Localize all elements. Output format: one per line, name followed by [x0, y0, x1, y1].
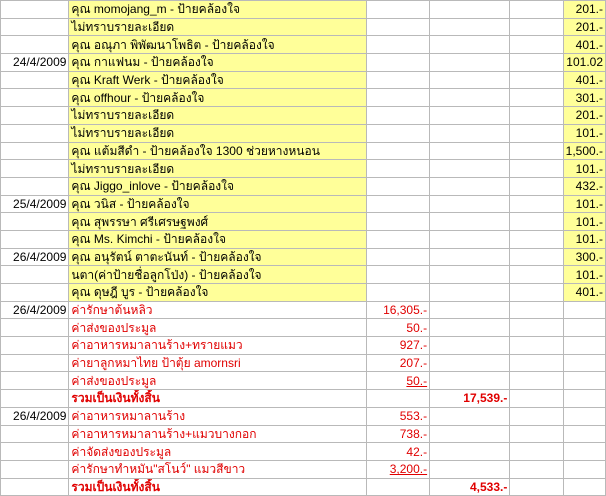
expense-amount-cell[interactable]: [366, 425, 429, 443]
amount-cell[interactable]: 1,500.-: [563, 142, 605, 160]
empty-cell[interactable]: [366, 107, 429, 125]
empty-cell[interactable]: [510, 425, 563, 443]
empty-cell[interactable]: [510, 284, 563, 302]
table-row: [1, 230, 606, 248]
empty-cell[interactable]: [563, 407, 605, 425]
date-cell[interactable]: [1, 319, 69, 337]
date-cell[interactable]: [1, 124, 69, 142]
expense-desc-cell[interactable]: ค่าส่งของประมูล: [69, 319, 367, 337]
expense-amount: 927.-: [399, 338, 428, 353]
table-row: [1, 284, 606, 302]
empty-cell[interactable]: [430, 124, 510, 142]
empty-cell[interactable]: [430, 160, 510, 178]
empty-cell[interactable]: [366, 142, 429, 160]
table-row: [1, 248, 606, 266]
empty-cell[interactable]: [510, 36, 563, 54]
empty-cell[interactable]: [366, 89, 429, 107]
empty-cell[interactable]: [510, 160, 563, 178]
empty-cell[interactable]: [510, 124, 563, 142]
table-row: [1, 89, 606, 107]
empty-cell[interactable]: [430, 248, 510, 266]
expense-amount: 3,200.-: [389, 462, 428, 477]
table-row: [1, 71, 606, 89]
empty-cell[interactable]: [510, 337, 563, 355]
date-cell[interactable]: [1, 160, 69, 178]
empty-cell[interactable]: [510, 301, 563, 319]
amount-cell[interactable]: 201.-: [563, 18, 605, 36]
expense-amount-cell[interactable]: [366, 319, 429, 337]
desc-cell[interactable]: คุณ Jiggo_inlove - ป้ายคล้องใจ: [69, 177, 367, 195]
amount-cell[interactable]: 101.-: [563, 195, 605, 213]
expense-amount-cell[interactable]: [366, 460, 429, 478]
table-row: [1, 142, 606, 160]
desc-cell[interactable]: คุณ momojang_m - ป้ายคล้องใจ: [69, 1, 367, 19]
empty-cell[interactable]: [430, 71, 510, 89]
amount-cell[interactable]: 301.-: [563, 89, 605, 107]
empty-cell[interactable]: [366, 284, 429, 302]
amount-cell[interactable]: 432.-: [563, 177, 605, 195]
empty-cell[interactable]: [366, 266, 429, 284]
amount-cell[interactable]: 101.-: [563, 213, 605, 231]
table-row: [1, 460, 606, 478]
empty-cell[interactable]: [1, 390, 69, 408]
total-label-cell[interactable]: รวมเป็นเงินทั้งสิ้น: [69, 478, 367, 496]
empty-cell[interactable]: [510, 354, 563, 372]
empty-cell[interactable]: [510, 71, 563, 89]
table-row: [1, 213, 606, 231]
expense-amount-cell[interactable]: [366, 443, 429, 461]
amount-cell[interactable]: 101.-: [563, 124, 605, 142]
expense-amount-cell[interactable]: [366, 407, 429, 425]
empty-cell[interactable]: [510, 372, 563, 390]
empty-cell[interactable]: [430, 89, 510, 107]
expense-amount-cell[interactable]: [366, 337, 429, 355]
empty-cell[interactable]: [510, 266, 563, 284]
empty-cell[interactable]: [510, 213, 563, 231]
desc-cell[interactable]: คุณ อณุภา พิพัฒนาโพธิต - ป้ายคล้องใจ: [69, 36, 367, 54]
table-row: [1, 107, 606, 125]
empty-cell[interactable]: [430, 36, 510, 54]
amount-cell[interactable]: 401.-: [563, 71, 605, 89]
empty-cell[interactable]: [430, 107, 510, 125]
table-row: [1, 36, 606, 54]
empty-cell[interactable]: [510, 390, 563, 408]
date-cell[interactable]: 24/4/2009: [1, 54, 69, 72]
empty-cell[interactable]: [563, 443, 605, 461]
amount-cell[interactable]: 401.-: [563, 36, 605, 54]
date-cell[interactable]: [1, 425, 69, 443]
desc-cell[interactable]: ไม่ทราบรายละเอียด: [69, 18, 367, 36]
empty-cell[interactable]: [510, 443, 563, 461]
empty-cell[interactable]: [430, 425, 510, 443]
date-cell[interactable]: [1, 266, 69, 284]
empty-cell[interactable]: [430, 337, 510, 355]
empty-cell[interactable]: [366, 54, 429, 72]
empty-cell[interactable]: [510, 107, 563, 125]
empty-cell[interactable]: [366, 160, 429, 178]
empty-cell[interactable]: [366, 71, 429, 89]
expense-amount-cell[interactable]: [366, 372, 429, 390]
empty-cell[interactable]: [430, 354, 510, 372]
date-cell[interactable]: [1, 213, 69, 231]
expense-amount: 50.-: [406, 373, 428, 388]
expense-amount-cell[interactable]: [366, 301, 429, 319]
expense-desc-cell[interactable]: ค่าอาหารหมาลานร้าง+ทรายแมว: [69, 337, 367, 355]
amount-cell[interactable]: 201.-: [563, 1, 605, 19]
empty-cell[interactable]: [430, 230, 510, 248]
table-row: [1, 407, 606, 425]
expense-amount: 42.-: [406, 444, 428, 459]
date-cell[interactable]: [1, 443, 69, 461]
amount-cell[interactable]: 101.-: [563, 266, 605, 284]
empty-cell[interactable]: [510, 1, 563, 19]
date-cell[interactable]: 26/4/2009: [1, 407, 69, 425]
date-cell[interactable]: 26/4/2009: [1, 301, 69, 319]
empty-cell[interactable]: [366, 248, 429, 266]
empty-cell[interactable]: [430, 443, 510, 461]
desc-cell[interactable]: ไม่ทราบรายละเอียด: [69, 107, 367, 125]
desc-cell[interactable]: คุณ วนิส - ป้ายคล้องใจ: [69, 195, 367, 213]
empty-cell[interactable]: [366, 213, 429, 231]
empty-cell[interactable]: [366, 177, 429, 195]
date-cell[interactable]: [1, 372, 69, 390]
empty-cell[interactable]: [366, 230, 429, 248]
date-cell[interactable]: 25/4/2009: [1, 195, 69, 213]
desc-cell[interactable]: คุณ กาแฟนม - ป้ายคล้องใจ: [69, 54, 367, 72]
expense-desc-cell[interactable]: ค่ารักษาต้นหลิว: [69, 301, 367, 319]
table-row: [1, 443, 606, 461]
date-cell[interactable]: [1, 460, 69, 478]
empty-cell[interactable]: [563, 425, 605, 443]
total-row: [1, 390, 606, 408]
date-cell[interactable]: 26/4/2009: [1, 248, 69, 266]
empty-cell[interactable]: [563, 460, 605, 478]
amount-cell[interactable]: 101.-: [563, 230, 605, 248]
date-cell[interactable]: [1, 18, 69, 36]
expense-desc-cell[interactable]: ค่าจัดส่งของประมูล: [69, 443, 367, 461]
expense-desc-cell[interactable]: ค่าอาหารหมาลานร้าง+แมวบางกอก: [69, 425, 367, 443]
date-cell[interactable]: [1, 337, 69, 355]
table-row: [1, 54, 606, 72]
amount-cell[interactable]: 401.-: [563, 284, 605, 302]
empty-cell[interactable]: [563, 390, 605, 408]
expense-desc-cell[interactable]: ค่ารักษาทำหมัน"สโนว์" แมวสีขาว: [69, 460, 367, 478]
date-cell[interactable]: [1, 354, 69, 372]
table-row: [1, 372, 606, 390]
desc-cell[interactable]: คุณ ดุษฎี บูร - ป้ายคล้องใจ: [69, 284, 367, 302]
table-row: [1, 354, 606, 372]
empty-cell[interactable]: [510, 407, 563, 425]
expense-amount: 50.-: [406, 320, 428, 335]
total-label-cell[interactable]: รวมเป็นเงินทั้งสิ้น: [69, 390, 367, 408]
desc-cell[interactable]: ไม่ทราบรายละเอียด: [69, 124, 367, 142]
date-cell[interactable]: [1, 177, 69, 195]
expense-amount: 207.-: [399, 356, 428, 371]
empty-cell[interactable]: [510, 177, 563, 195]
empty-cell[interactable]: [430, 142, 510, 160]
table-row: [1, 425, 606, 443]
date-cell[interactable]: [1, 230, 69, 248]
expense-desc-cell[interactable]: ค่าส่งของประมูล: [69, 372, 367, 390]
total-amount-cell[interactable]: 17,539.-: [430, 390, 510, 408]
empty-cell[interactable]: [563, 319, 605, 337]
table-row: [1, 1, 606, 19]
empty-cell[interactable]: [366, 1, 429, 19]
date-cell[interactable]: [1, 36, 69, 54]
desc-cell[interactable]: คุณ offhour - ป้ายคล้องใจ: [69, 89, 367, 107]
date-cell[interactable]: [1, 71, 69, 89]
table-row: [1, 266, 606, 284]
empty-cell[interactable]: [366, 18, 429, 36]
amount-cell[interactable]: 101.-: [563, 160, 605, 178]
desc-cell[interactable]: คุณ Kraft Werk - ป้ายคล้องใจ: [69, 71, 367, 89]
empty-cell[interactable]: [430, 460, 510, 478]
expense-desc-cell[interactable]: ค่ายาลูกหมาไทย ป้าตุ้ย amornsri: [69, 354, 367, 372]
empty-cell[interactable]: [510, 89, 563, 107]
table-row: [1, 177, 606, 195]
desc-cell[interactable]: ไม่ทราบรายละเอียด: [69, 160, 367, 178]
desc-cell[interactable]: นตา(ค่าป้ายชื่อลูกโป่ง) - ป้ายคล้องใจ: [69, 266, 367, 284]
empty-cell[interactable]: [510, 195, 563, 213]
expense-desc-cell[interactable]: ค่าอาหารหมาลานร้าง: [69, 407, 367, 425]
expense-amount: 16,305.-: [383, 303, 428, 318]
table-row: [1, 337, 606, 355]
empty-cell[interactable]: [430, 1, 510, 19]
empty-cell[interactable]: [510, 460, 563, 478]
total-amount-cell[interactable]: 4,533.-: [430, 478, 510, 496]
date-cell[interactable]: [1, 89, 69, 107]
desc-cell[interactable]: คุณ Ms. Kimchi - ป้ายคล้องใจ: [69, 230, 367, 248]
empty-cell[interactable]: [430, 54, 510, 72]
date-cell[interactable]: [1, 107, 69, 125]
empty-cell[interactable]: [366, 124, 429, 142]
expense-amount: 738.-: [399, 426, 428, 441]
amount-cell[interactable]: 300.-: [563, 248, 605, 266]
table-row: [1, 124, 606, 142]
empty-cell[interactable]: [430, 319, 510, 337]
empty-cell[interactable]: [510, 319, 563, 337]
empty-cell[interactable]: [430, 407, 510, 425]
amount-cell[interactable]: 201.-: [563, 107, 605, 125]
empty-cell[interactable]: [510, 230, 563, 248]
date-cell[interactable]: [1, 1, 69, 19]
table-row: [1, 160, 606, 178]
desc-cell[interactable]: คุณ สุพรรษา ศรีเศรษฐพงศ์: [69, 213, 367, 231]
table-row: [1, 195, 606, 213]
empty-cell[interactable]: [366, 390, 429, 408]
table-row: [1, 301, 606, 319]
empty-cell[interactable]: [430, 266, 510, 284]
table-row: [1, 319, 606, 337]
expense-amount-cell[interactable]: [366, 354, 429, 372]
empty-cell[interactable]: [366, 36, 429, 54]
empty-cell[interactable]: [510, 248, 563, 266]
empty-cell[interactable]: [563, 372, 605, 390]
empty-cell[interactable]: [510, 18, 563, 36]
date-cell[interactable]: [1, 284, 69, 302]
expense-amount: 553.-: [399, 409, 428, 424]
date-cell[interactable]: [1, 142, 69, 160]
empty-cell[interactable]: [430, 213, 510, 231]
empty-cell[interactable]: [430, 284, 510, 302]
desc-cell[interactable]: คุณ แต้มสีดำ - ป้ายคล้องใจ 1300 ช่วยหางหนอน: [69, 142, 367, 160]
empty-cell[interactable]: [430, 18, 510, 36]
empty-cell[interactable]: [430, 372, 510, 390]
empty-cell[interactable]: [366, 195, 429, 213]
empty-cell[interactable]: [430, 301, 510, 319]
empty-cell[interactable]: [563, 354, 605, 372]
amount-cell[interactable]: 101.02: [563, 54, 605, 72]
desc-cell[interactable]: คุณ อนุรัตน์ ตาตะนันท์ - ป้ายคล้องใจ: [69, 248, 367, 266]
empty-cell[interactable]: [563, 337, 605, 355]
empty-cell[interactable]: [430, 195, 510, 213]
empty-cell[interactable]: [563, 301, 605, 319]
empty-cell[interactable]: [510, 142, 563, 160]
table-row: [1, 18, 606, 36]
empty-cell[interactable]: [510, 54, 563, 72]
empty-cell[interactable]: [430, 177, 510, 195]
